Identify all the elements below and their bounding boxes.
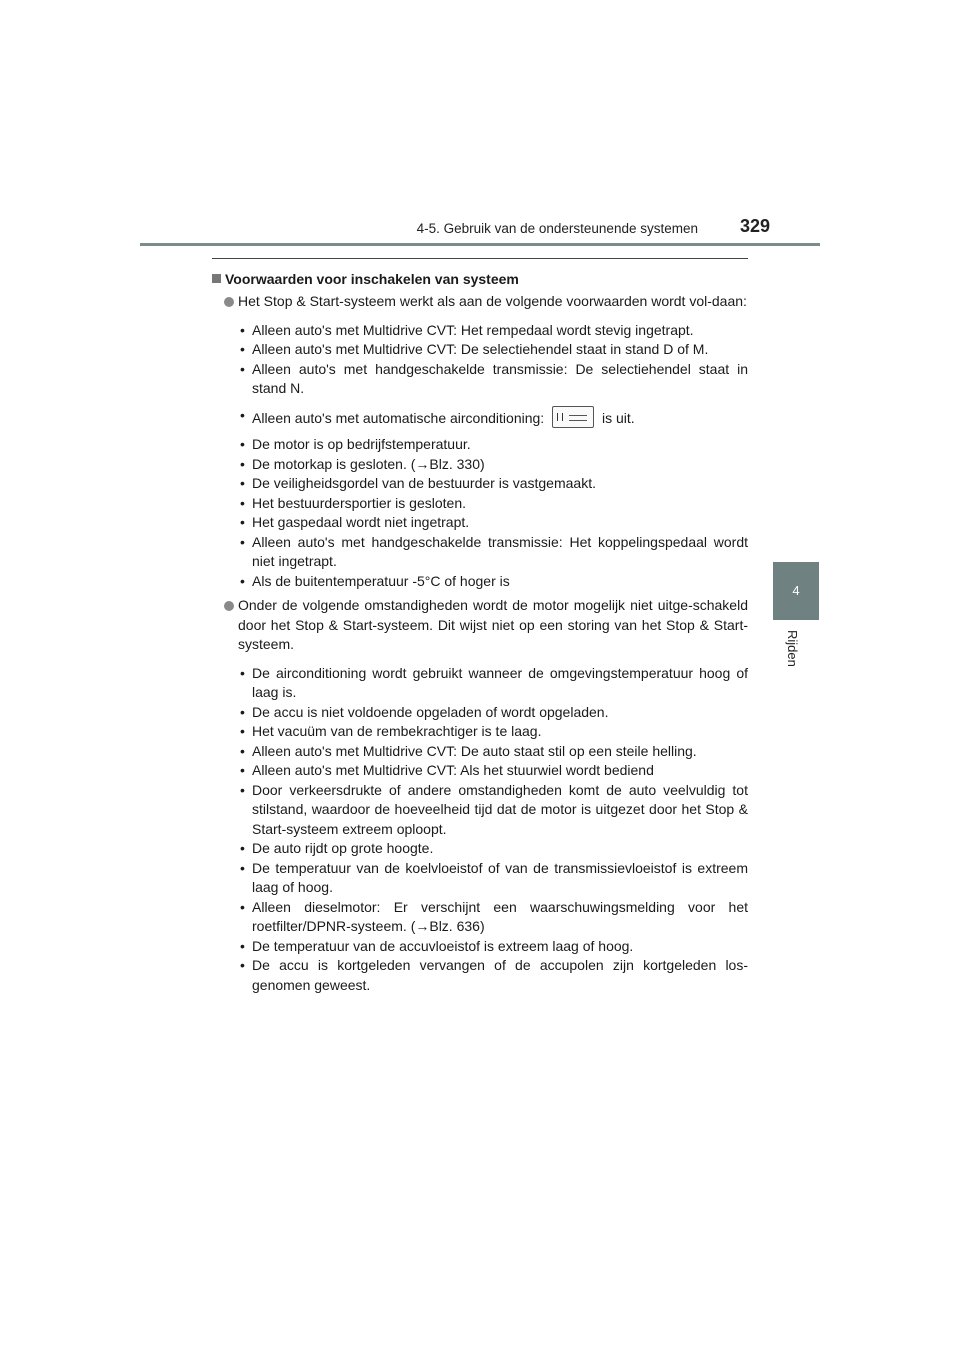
square-bullet-icon [212, 274, 221, 283]
conditions-list [212, 321, 748, 592]
list-item: • Alleen auto's met handgeschakelde transmissie: De selectiehendel staat in stand N. [212, 360, 748, 399]
list-item: • Alleen dieselmotor: Er verschijnt een waarschuwingsmelding voor het roetfilter/DPNR-systeem. (→Blz. 636) [212, 898, 748, 937]
list-item: • De motor is op bedrijfstemperatuur. [212, 435, 748, 455]
ac-text-after: is uit. [601, 409, 635, 426]
exceptions-bullet [212, 596, 748, 655]
bullet-text: Onder de volgende omstandigheden wordt de motor mogelijk niet uitge-schakeld door het Stop & Start-systeem. Dit wijst niet op een storing van het Stop & Start-systeem. [238, 597, 748, 652]
round-bullet-icon [224, 297, 234, 307]
page-header [0, 0, 960, 250]
bullet-text: Het Stop & Start-systeem werkt als aan de volgende voorwaarden wordt vol-daan: [238, 293, 747, 309]
list-item: • De airconditioning wordt gebruikt wanneer de omgevingstemperatuur hoog of laag is. [212, 664, 748, 703]
chapter-name: Rijden [785, 630, 800, 667]
list-item: • Alleen auto's met Multidrive CVT: De selectiehendel staat in stand D of M. [212, 340, 748, 360]
header-rule [140, 243, 820, 246]
exceptions-list [212, 664, 748, 996]
chapter-label [782, 630, 806, 690]
list-item: • Het vacuüm van de rembekrachtiger is te laag. [212, 722, 748, 742]
list-item: • De temperatuur van de accuvloeistof is extreem laag of hoog. [212, 937, 748, 957]
list-item: • Het bestuurdersportier is gesloten. [212, 494, 748, 514]
list-item: • De veiligheidsgordel van de bestuurder is vastgemaakt. [212, 474, 748, 494]
main-content [212, 258, 748, 995]
conditions-bullet [212, 292, 748, 312]
ac-text-before: Alleen auto's met automatische airconditioning: [252, 409, 545, 426]
page-number: 329 [740, 216, 771, 236]
list-item: • Het gaspedaal wordt niet ingetrapt. [212, 513, 748, 533]
list-item: • De accu is niet voldoende opgeladen of wordt opgeladen. [212, 703, 748, 723]
list-item: • Door verkeersdrukte of andere omstandigheden komt de auto veelvuldig tot stilstand, waardoor de hoeveelheid tijd dat de motor is uitgezet door het Stop & Start-systeem extreem oploopt. [212, 781, 748, 840]
list-item: • De accu is kortgeleden vervangen of de accupolen zijn kortgeleden los-genomen geweest. [212, 956, 748, 995]
section-title: 4-5. Gebruik van de ondersteunende systemen [416, 221, 698, 236]
list-item-ac [212, 406, 748, 429]
list-item: • De motorkap is gesloten. (→Blz. 330) [212, 455, 748, 475]
list-item: • Alleen auto's met handgeschakelde transmissie: Het koppelingspedaal wordt niet ingetrapt. [212, 533, 748, 572]
round-bullet-icon [224, 601, 234, 611]
list-item: • Alleen auto's met Multidrive CVT: Als het stuurwiel wordt bediend [212, 761, 748, 781]
list-item: • De temperatuur van de koelvloeistof of van de transmissievloeistof is extreem laag of hoog. [212, 859, 748, 898]
list-item: • Als de buitentemperatuur -5°C of hoger is [212, 572, 748, 592]
recirculation-button-icon [552, 406, 594, 428]
list-item: • Alleen auto's met Multidrive CVT: Het rempedaal wordt stevig ingetrapt. [212, 321, 748, 341]
chapter-tab: 4 [773, 562, 819, 620]
content-rule [212, 258, 748, 259]
list-item: • Alleen auto's met Multidrive CVT: De auto staat stil op een steile helling. [212, 742, 748, 762]
list-item: • De auto rijdt op grote hoogte. [212, 839, 748, 859]
section-heading [212, 271, 748, 287]
heading-text: Voorwaarden voor inschakelen van systeem [225, 271, 519, 287]
